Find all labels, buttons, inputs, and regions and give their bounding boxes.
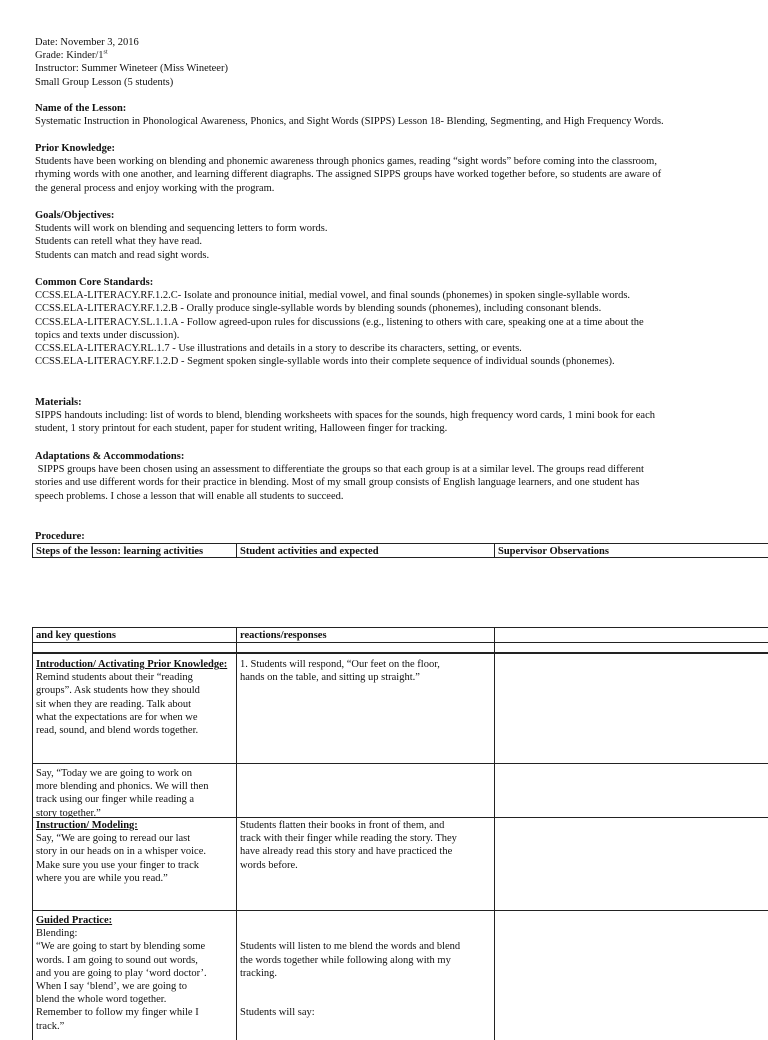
- procedure-heading: Procedure:: [35, 531, 85, 542]
- response-line: [240, 980, 491, 993]
- group-line: Small Group Lesson (5 students): [35, 76, 174, 88]
- goals-section: [35, 209, 763, 262]
- response-line: [240, 927, 491, 940]
- materials-line: SIPPS handouts including: list of words to blend, blending worksheets with spaces for the sounds, high frequency word cards, 1 mini book for each: [35, 410, 655, 422]
- header-cell-student-activities: Student activities and expected: [237, 544, 495, 557]
- table-header-row-continued: [32, 627, 768, 643]
- standard-line: CCSS.ELA-LITERACY.RL.1.7 - Use illustrations and details in a story to describe its characters, setting, or events.: [35, 343, 522, 355]
- lesson-name-heading: Name of the Lesson:: [35, 103, 127, 114]
- prior-knowledge-line: the general process and enjoy working with the program.: [35, 182, 275, 194]
- prior-knowledge-line: rhyming words with one another, and learning different diagraphs. The assigned SIPPS groups have worked together before, so students are aware of: [35, 169, 662, 181]
- step-line: blend the whole word together.: [36, 994, 167, 1006]
- materials-section: [35, 396, 763, 436]
- step-line: sit when they are reading. Talk about: [36, 698, 192, 710]
- table-spacer-row: [32, 642, 768, 653]
- goal-item: Students can retell what they have read.: [35, 236, 203, 248]
- standard-line: CCSS.ELA-LITERACY.RF.1.2.C- Isolate and pronounce initial, medial vowel, and final sounds (phonemes) in spoken single-syllable words.: [35, 290, 631, 302]
- standards-heading: Common Core Standards:: [35, 277, 154, 288]
- adaptations-heading: Adaptations & Accommodations:: [35, 451, 185, 462]
- header-cell-key-questions: and key questions: [33, 628, 237, 642]
- step-line: story together.”: [36, 807, 101, 817]
- prior-knowledge-line: Students have been working on blending and phonemic awareness through phonics games, reading “sight words” before coming into the classroom,: [35, 156, 657, 168]
- step-line: Make sure you use your finger to track: [36, 859, 199, 871]
- spacer-cell: [237, 643, 495, 652]
- row-title: Guided Practice:: [36, 915, 113, 926]
- header-cell-reactions: reactions/responses: [237, 628, 495, 642]
- response-line: Students flatten their books in front of them, and: [240, 820, 445, 831]
- response-line: [240, 914, 491, 927]
- step-line: groups”. Ask students how they should: [36, 685, 200, 697]
- adaptations-line: stories and use different words for their practice in blending. Most of my small group consists of English language learners, and one student has: [35, 477, 640, 489]
- standards-section: [35, 276, 763, 368]
- step-line: more blending and phonics. We will then: [36, 781, 209, 793]
- adaptations-line: SIPPS groups have been chosen using an assessment to differentiate the groups so that each group is at a similar level. The groups read different: [35, 464, 644, 476]
- response-line: Students will listen to me blend the words and blend: [240, 941, 461, 953]
- steps-cell: [33, 911, 237, 1040]
- step-line: When I say ‘blend’, we are going to: [36, 981, 188, 993]
- response-line: hands on the table, and sitting up straight.”: [240, 672, 420, 684]
- table-row: [32, 763, 768, 818]
- procedure-section: [35, 530, 763, 543]
- step-line: Blending:: [36, 928, 78, 940]
- table-row: [32, 653, 768, 764]
- response-cell: [237, 654, 495, 763]
- grade-line: Grade: Kinder/1st: [35, 49, 108, 62]
- prior-knowledge-heading: Prior Knowledge:: [35, 143, 116, 154]
- response-line: track with their finger while reading the story. They: [240, 833, 457, 845]
- response-line: words before.: [240, 859, 298, 871]
- adaptations-line: speech problems. I chose a lesson that will enable all students to succeed.: [35, 490, 344, 502]
- grade-superscript: st: [103, 49, 108, 56]
- observation-cell: [495, 764, 768, 817]
- step-line: track using our finger while reading a: [36, 794, 195, 806]
- standard-line: topics and texts under discussion).: [35, 329, 180, 341]
- header-block: [35, 36, 763, 89]
- response-line: [240, 993, 491, 1006]
- response-cell: [237, 911, 495, 1040]
- response-line: the words together while following along with my: [240, 954, 451, 966]
- observation-cell: [495, 911, 768, 1040]
- standard-line: CCSS.ELA-LITERACY.SL.1.1.A - Follow agreed-upon rules for discussions (e.g., listening to others with care, speaking one at a time about the: [35, 316, 644, 328]
- step-line: Say, “We are going to reread our last: [36, 833, 191, 845]
- response-cell: [237, 764, 495, 817]
- response-line: Students will say:: [240, 1007, 315, 1019]
- goals-heading: Goals/Objectives:: [35, 210, 115, 221]
- steps-cell: [33, 818, 237, 910]
- response-line: have already read this story and have practiced the: [240, 846, 453, 858]
- instructor-line: Instructor: Summer Wineteer (Miss Wineteer): [35, 63, 228, 75]
- prior-knowledge-section: [35, 142, 763, 195]
- spacer-cell: [33, 643, 237, 652]
- header-cell-steps: Steps of the lesson: learning activities: [33, 544, 237, 557]
- goal-item: Students can match and read sight words.: [35, 249, 210, 261]
- adaptations-section: [35, 450, 763, 503]
- response-line: 1. Students will respond, “Our feet on the floor,: [240, 659, 440, 670]
- steps-cell: [33, 764, 237, 817]
- table-header-row: [32, 543, 768, 558]
- step-line: “We are going to start by blending some: [36, 941, 206, 953]
- steps-cell: [33, 654, 237, 763]
- header-cell-supervisor: Supervisor Observations: [498, 546, 609, 557]
- standard-line: CCSS.ELA-LITERACY.RF.1.2.D - Segment spoken single-syllable words into their complete sequence of individual sounds (phonemes).: [35, 356, 615, 368]
- step-line: words. I am going to sound out words,: [36, 954, 198, 966]
- response-cell: [237, 818, 495, 910]
- date-line: Date: November 3, 2016: [35, 37, 139, 48]
- step-line: Remind students about their “reading: [36, 672, 193, 684]
- step-line: read, sound, and blend words together.: [36, 725, 199, 737]
- response-line: tracking.: [240, 967, 278, 979]
- row-title: Introduction/ Activating Prior Knowledge:: [36, 659, 228, 670]
- spacer-cell: [495, 643, 768, 652]
- observation-cell: [495, 818, 768, 910]
- step-line: Say, “Today we are going to work on: [36, 768, 193, 779]
- step-line: track.”: [36, 1020, 65, 1032]
- materials-heading: Materials:: [35, 397, 82, 408]
- table-row: [32, 817, 768, 911]
- goal-item: Students will work on blending and sequencing letters to form words.: [35, 223, 328, 235]
- materials-line: student, 1 story printout for each student, paper for student writing, Halloween finger for tracking.: [35, 423, 448, 435]
- lesson-name-text: Systematic Instruction in Phonological Awareness, Phonics, and Sight Words (SIPPS) Lesson 18- Blending, Segmenting, and High Frequency Words.: [35, 116, 664, 128]
- table-row: [32, 910, 768, 1040]
- header-cell-empty: [495, 628, 768, 642]
- step-line: story in our heads on in a whisper voice.: [36, 846, 207, 858]
- observation-cell: [495, 654, 768, 763]
- step-line: and you are going to play ‘word doctor’.: [36, 967, 207, 979]
- lesson-name-section: [35, 102, 763, 128]
- row-title: Instruction/ Modeling:: [36, 820, 138, 831]
- standard-line: CCSS.ELA-LITERACY.RF.1.2.B - Orally produce single-syllable words by blending sounds (phonemes), including consonant blends.: [35, 303, 602, 315]
- step-line: where you are while you read.”: [36, 872, 168, 884]
- step-line: Remember to follow my finger while I: [36, 1007, 199, 1019]
- step-line: what the expectations are for when we: [36, 711, 198, 723]
